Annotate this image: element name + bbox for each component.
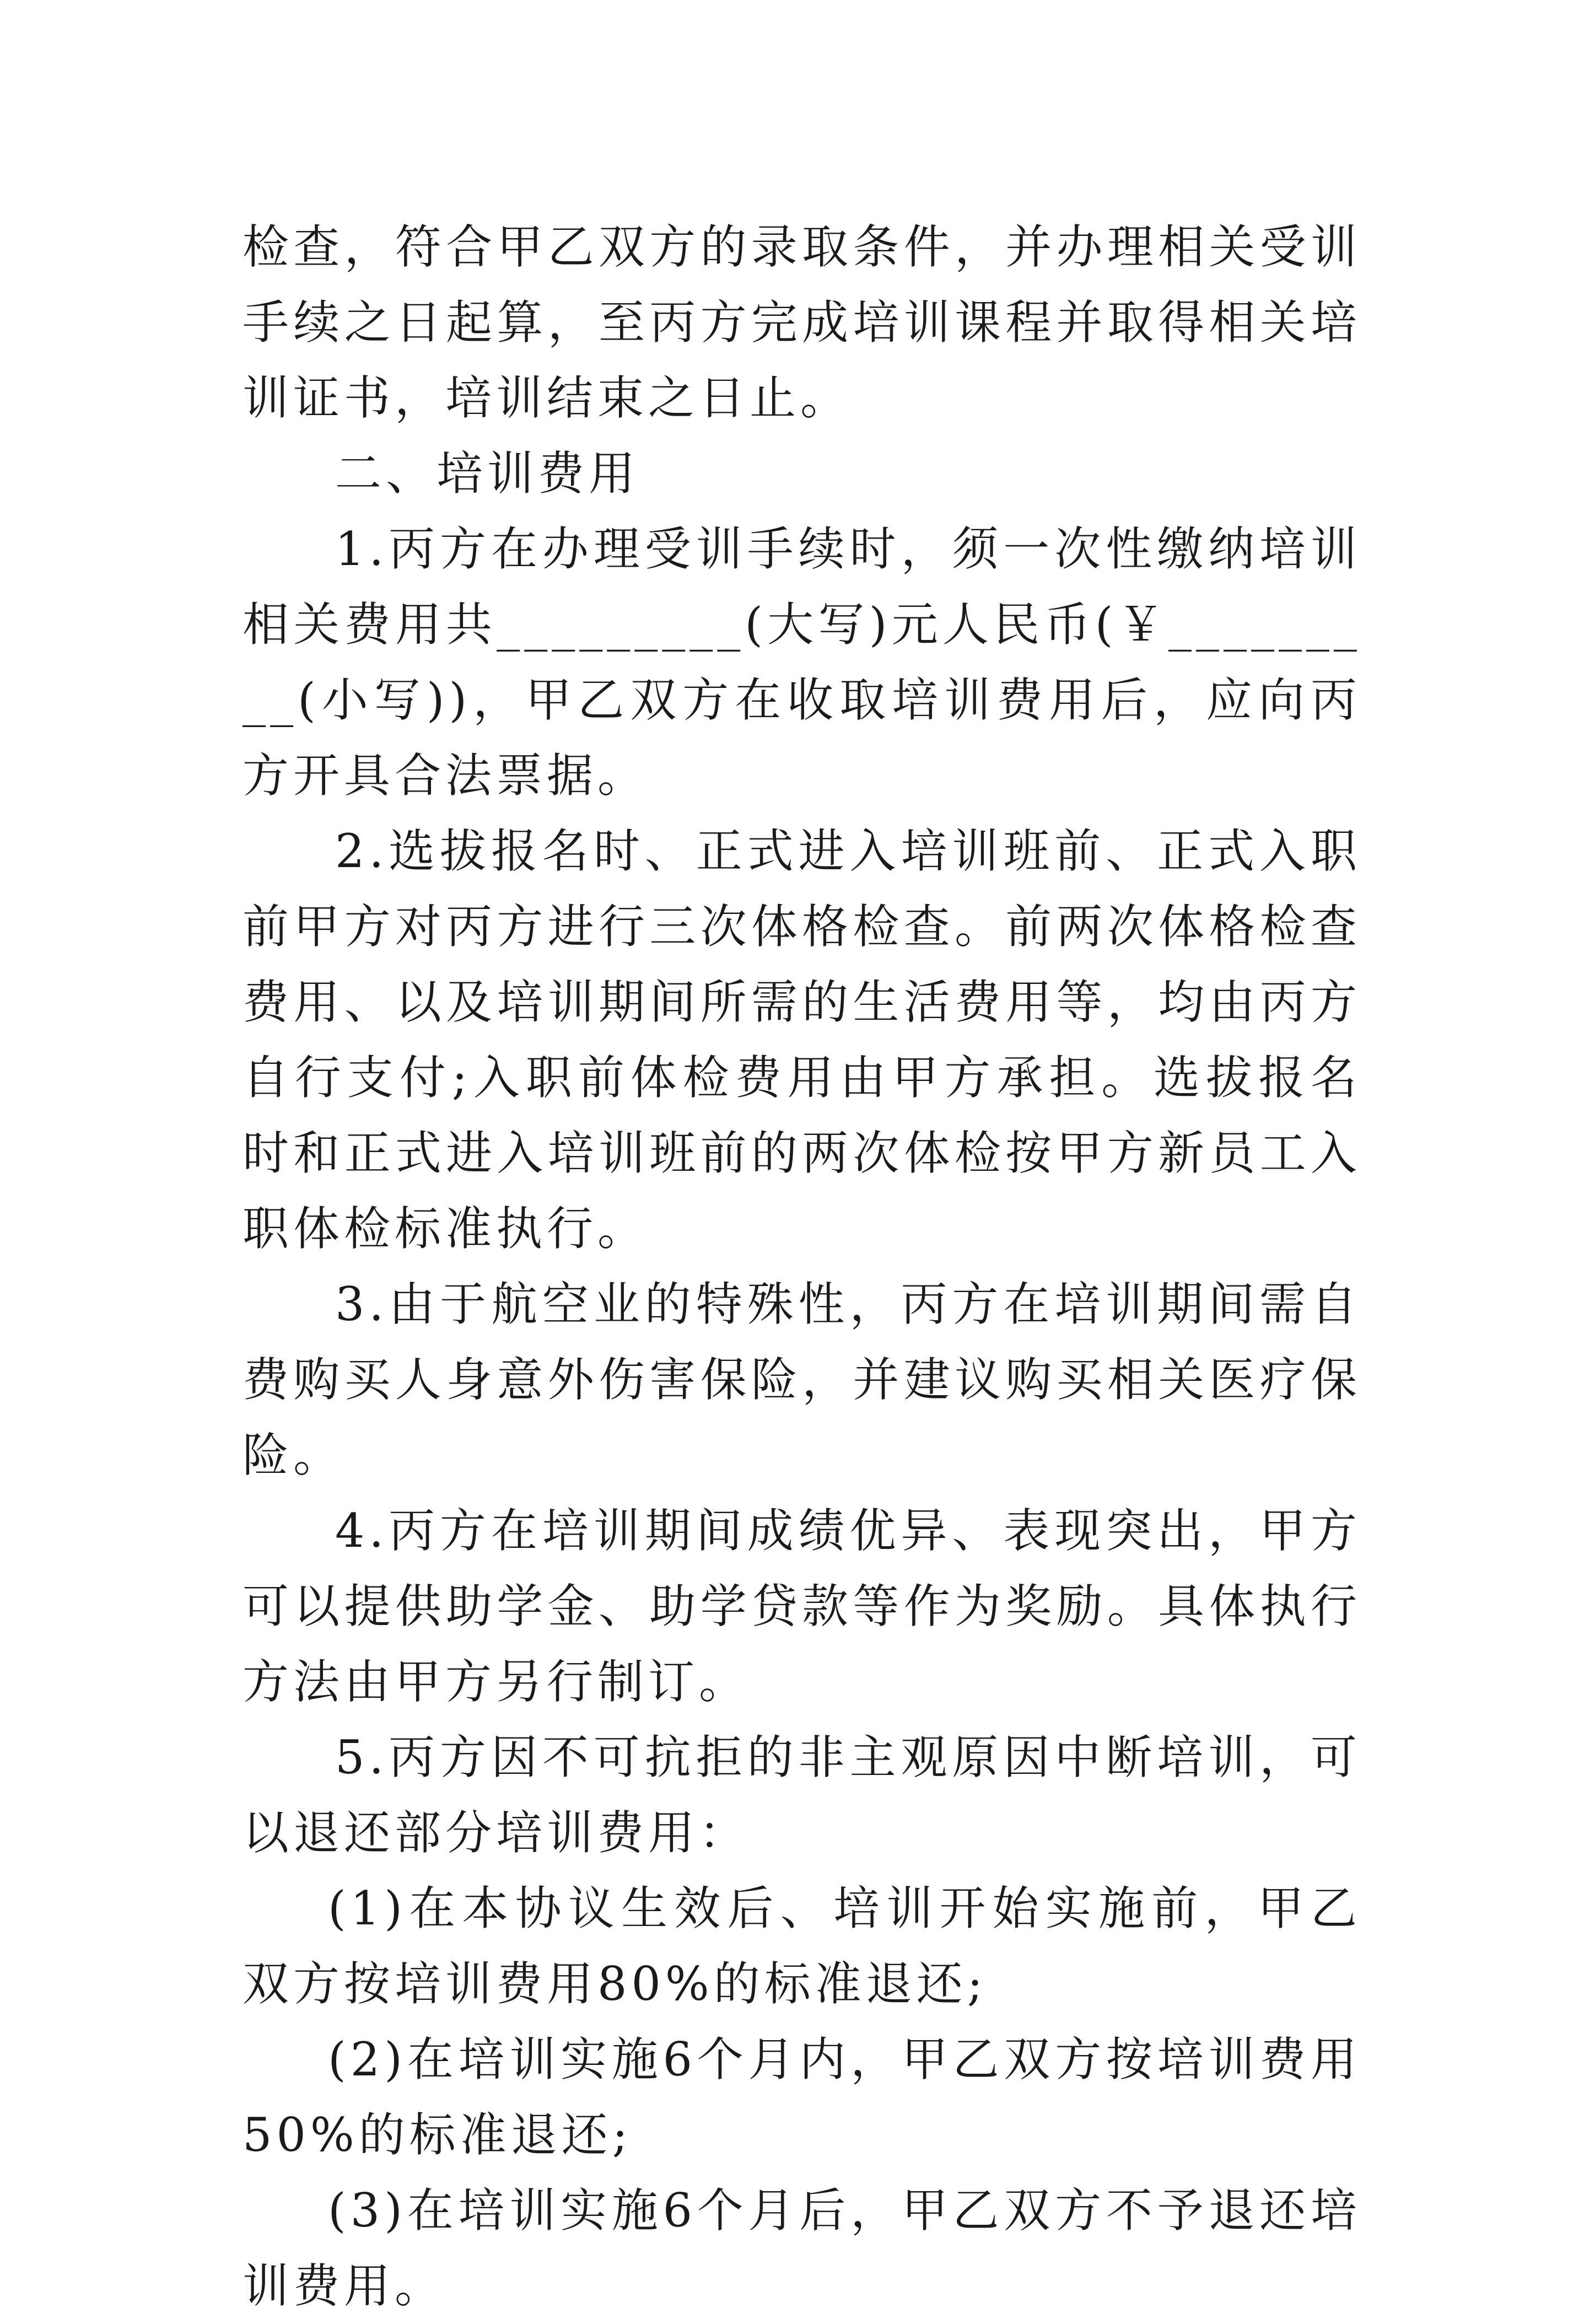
paragraph-medical-exams: 2.选拔报名时、正式进入培训班前、正式入职前甲方对丙方进行三次体格检查。前两次体格检查费用、以及培训期间所需的生活费用等，均由丙方自行支付;入职前体检费用由甲方承担。选拔报名时和正式进入培训班前的两次体检按甲方新员工入职体检标准执行。 [243,824,1361,1256]
document-page [243,209,1361,2324]
paragraph-eligibility-period: 检查，符合甲乙双方的录取条件，并办理相关受训手续之日起算，至丙方完成培训课程并取得相关培训证书，培训结束之日止。 [243,220,1361,425]
paragraph-insurance: 3.由于航空业的特殊性，丙方在培训期间需自费购买人身意外伤害保险，并建议购买相关医疗保险。 [243,1277,1361,1482]
section-heading-training-fees: 二、培训费用 [335,446,640,501]
paragraph-fee-payment: 1.丙方在办理受训手续时，须一次性缴纳培训相关费用共_________(大写)元人民币(￥_________(小写))，甲乙双方在收取培训费用后，应向丙方开具合法票据。 [243,522,1361,803]
paragraph-scholarship: 4.丙方在培训期间成绩优异、表现突出，甲方可以提供助学金、助学贷款等作为奖励。具体执行方法由甲方另行制订。 [243,1504,1361,1709]
paragraph-refund-intro: 5.丙方因不可抗拒的非主观原因中断培训，可以退还部分培训费用： [243,1730,1361,1860]
paragraph-refund-item-3: (3)在培训实施6个月后，甲乙双方不予退还培训费用。 [243,2183,1361,2313]
paragraph-refund-item-1: (1)在本协议生效后、培训开始实施前，甲乙双方按培训费用80%的标准退还; [243,1881,1361,2011]
paragraph-refund-item-2: (2)在培训实施6个月内，甲乙双方按培训费用50%的标准退还; [243,2032,1361,2162]
